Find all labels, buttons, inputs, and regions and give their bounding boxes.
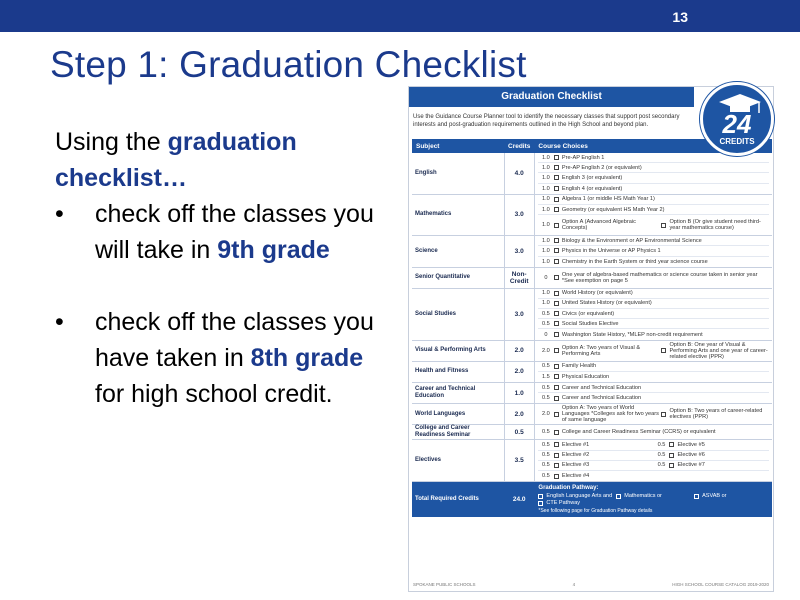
choice-label: Algebra 1 (or middle HS Math Year 1) (561, 196, 655, 203)
subject-cell: Social Studies (412, 288, 504, 340)
choice-label: College and Career Readiness Seminar (CCRS) or equivalent (561, 429, 716, 436)
choice-credit: 0.5 (657, 462, 666, 469)
badge-label: CREDITS (719, 137, 755, 146)
choice-label: Elective #2 (561, 452, 590, 459)
credits-cell: 2.0 (504, 361, 534, 382)
choice-credit: 1.0 (542, 258, 550, 265)
checkbox[interactable] (554, 275, 559, 280)
choice-label: Option B: Two years of career-related electives (PPR) (669, 408, 763, 421)
choice-credit: 0.5 (542, 462, 550, 469)
choice-label: Elective #5 (677, 441, 705, 448)
choice-credit: 1.0 (542, 185, 550, 192)
choice-credit: 2.0 (542, 347, 550, 354)
checkbox[interactable] (554, 291, 559, 296)
choice-credit: 0 (544, 331, 548, 338)
checklist-row (412, 288, 772, 340)
choice-credit: 1.5 (542, 373, 550, 380)
choice-credit: 0.5 (542, 441, 550, 448)
choice-row (538, 289, 769, 299)
pathway-cell (534, 482, 772, 518)
bullet-1-plain: check off the classes you will take in (95, 200, 374, 264)
graduation-checklist-document (408, 86, 774, 592)
choice-row (538, 246, 769, 256)
credits-cell: 0.5 (504, 425, 534, 440)
checklist-row (412, 383, 772, 404)
choice-label: Elective #1 (561, 441, 590, 448)
checkbox[interactable] (554, 186, 559, 191)
choices-cell (534, 194, 772, 235)
footer-right: HIGH SCHOOL COURSE CATALOG 2019-2020 (672, 582, 769, 587)
choice-credit: 0.5 (542, 452, 550, 459)
subject-cell: Mathematics (412, 194, 504, 235)
checklist-row (412, 236, 772, 268)
checkbox[interactable] (554, 175, 559, 180)
subject-cell: World Languages (412, 404, 504, 425)
choice-row (538, 268, 769, 288)
subject-cell: Health and Fitness (412, 361, 504, 382)
checklist-row (412, 361, 772, 382)
checkbox[interactable] (554, 412, 559, 417)
top-bar (0, 0, 800, 32)
choice-row (538, 257, 769, 267)
choice-credit: 0.5 (657, 452, 666, 459)
subject-cell: Visual & Performing Arts (412, 340, 504, 361)
checkbox[interactable] (554, 364, 559, 369)
choice-label: Chemistry in the Earth System or third year science course (561, 258, 708, 265)
choice-label: Career and Technical Education (561, 395, 642, 402)
choice-credit: 1.0 (542, 247, 550, 254)
choices-cell (534, 267, 772, 288)
checkbox[interactable] (661, 223, 666, 228)
choices-cell (534, 153, 772, 194)
choice-label: Physical Education (561, 373, 610, 380)
pathway-option: English Language Arts and (546, 493, 613, 500)
checkbox[interactable] (554, 248, 559, 253)
choice-label: One year of algebra-based mathematics or science course taken in senior year *See exemption on page 5 (561, 271, 758, 284)
checkbox[interactable] (554, 453, 559, 458)
choice-credit: 0.5 (542, 473, 550, 480)
checkbox[interactable] (661, 412, 666, 417)
checklist-row (412, 425, 772, 440)
slide-body (55, 124, 375, 412)
credits-cell: 3.0 (504, 194, 534, 235)
choice-row (538, 427, 769, 437)
choice-credit: 0.5 (542, 320, 550, 327)
choice-credit: 1.0 (542, 300, 550, 307)
total-row (412, 482, 772, 518)
checkbox[interactable] (554, 385, 559, 390)
choice-label: Elective #4 (561, 473, 590, 480)
bullet-2-tail: for high school credit. (95, 380, 333, 408)
header-credits: Credits (504, 139, 534, 153)
pathway-option: Mathematics or (624, 493, 662, 500)
choice-credit: 0.5 (542, 429, 550, 436)
checkbox[interactable] (554, 442, 559, 447)
checkbox[interactable] (554, 332, 559, 337)
choice-credit: 0.5 (542, 310, 550, 317)
choice-label: Elective #6 (677, 452, 705, 459)
choice-label: Elective #7 (677, 462, 705, 469)
choices-cell (534, 340, 772, 361)
choices-cell (534, 288, 772, 340)
choice-credit: 0.5 (542, 384, 550, 391)
subject-cell: Science (412, 236, 504, 268)
checklist-table (412, 139, 772, 517)
bullet-2-highlight: 8th grade (250, 344, 364, 372)
checkbox[interactable] (554, 197, 559, 202)
bullet-item-1 (55, 196, 375, 268)
bullet-dot: • (55, 200, 64, 228)
choice-row (538, 461, 769, 471)
slide-title: Step 1: Graduation Checklist (50, 44, 527, 85)
choice-credit: 1.0 (542, 206, 550, 213)
choice-label: Elective #3 (561, 462, 590, 469)
choice-credit: 1.0 (542, 237, 550, 244)
total-label: Total Required Credits (412, 482, 504, 518)
choice-row (538, 471, 769, 481)
choice-label: English 4 (or equivalent) (561, 185, 623, 192)
choice-label: World History (or equivalent) (561, 290, 633, 297)
choice-row (538, 236, 769, 246)
choice-credit: 0.5 (542, 363, 550, 370)
header-subject: Subject (412, 139, 504, 153)
credits-cell: 2.0 (504, 340, 534, 361)
footer-center: 4 (572, 582, 576, 587)
choice-row (538, 329, 769, 339)
choice-row (538, 393, 769, 403)
choice-credit: 1.0 (542, 164, 550, 171)
choice-row (538, 372, 769, 382)
choice-label: Option A (Advanced Algebraic Concepts) (561, 219, 636, 232)
pathway-options (538, 493, 768, 506)
choice-label: Civics (or equivalent) (561, 310, 615, 317)
bullet-dot: • (55, 308, 64, 336)
checklist-row (412, 194, 772, 235)
checkbox[interactable] (538, 494, 543, 499)
credits-cell: 4.0 (504, 153, 534, 194)
credits-cell: 2.0 (504, 404, 534, 425)
subject-cell: English (412, 153, 504, 194)
checkbox[interactable] (554, 223, 559, 228)
choice-label: Social Studies Elective (561, 320, 619, 327)
checklist-intro: Use the Guidance Course Planner tool to identify the necessary classes that support post secondary interests and post-graduation requirements outlined in the High School and beyond plan. (413, 114, 680, 128)
choice-row (538, 451, 769, 461)
subject-cell: Career and Technical Education (412, 383, 504, 404)
choice-row (538, 404, 769, 424)
checkbox[interactable] (554, 348, 559, 353)
choice-row (538, 215, 769, 235)
checkbox[interactable] (616, 494, 621, 499)
choice-row (538, 362, 769, 372)
subject-cell: College and Career Readiness Seminar (412, 425, 504, 440)
document-footer (413, 582, 769, 587)
intro-highlight: graduation checklist… (55, 128, 297, 192)
pathway-title: Graduation Pathway: (538, 485, 599, 492)
subject-cell: Senior Quantitative (412, 267, 504, 288)
checklist-title: Graduation Checklist (409, 87, 694, 107)
choice-label: Geometry (or equivalent HS Math Year 2) (561, 206, 665, 213)
checkbox[interactable] (554, 301, 559, 306)
checkbox[interactable] (554, 238, 559, 243)
checkbox[interactable] (669, 463, 674, 468)
checklist-row (412, 440, 772, 482)
intro-plain: Using the (55, 128, 168, 156)
choices-cell (534, 404, 772, 425)
checklist-row (412, 153, 772, 194)
bullet-item-2 (55, 304, 375, 412)
checkbox[interactable] (554, 321, 559, 326)
choice-label: Washington State History, *MLEP non-credit requirement (561, 331, 703, 338)
checkbox[interactable] (554, 259, 559, 264)
choice-credit: 2.0 (542, 411, 550, 418)
pathway-note: *See following page for Graduation Pathway details (538, 508, 653, 515)
checkbox[interactable] (661, 348, 666, 353)
choice-label: Career and Technical Education (561, 384, 642, 391)
choice-label: Physics in the Universe or AP Physics 1 (561, 247, 661, 254)
choice-row (538, 163, 769, 173)
checkbox[interactable] (669, 442, 674, 447)
total-credits: 24.0 (504, 482, 534, 518)
choice-label: Pre-AP English 2 (or equivalent) (561, 164, 642, 171)
choices-cell (534, 236, 772, 268)
bullet-2-plain: check off the classes you have taken in (95, 308, 374, 372)
checkbox[interactable] (554, 374, 559, 379)
checklist-row (412, 340, 772, 361)
choice-credit: 1.0 (542, 222, 550, 229)
checkbox[interactable] (554, 311, 559, 316)
checkbox[interactable] (554, 165, 559, 170)
choice-row (538, 173, 769, 183)
credits-cell: 1.0 (504, 383, 534, 404)
bullet-1-highlight: 9th grade (217, 236, 330, 264)
pathway-option: ASVAB or (702, 493, 727, 500)
subject-cell: Electives (412, 440, 504, 482)
choice-credit: 1.0 (542, 174, 550, 181)
credits-cell: 3.5 (504, 440, 534, 482)
choice-label: United States History (or equivalent) (561, 300, 652, 307)
checkbox[interactable] (669, 453, 674, 458)
choice-credit: 1.0 (542, 290, 550, 297)
choices-cell (534, 425, 772, 440)
checkbox[interactable] (538, 501, 543, 506)
pathway-option: CTE Pathway (546, 500, 581, 507)
choice-credit: 0.5 (657, 441, 666, 448)
page-number: 13 (672, 9, 688, 25)
choice-row (538, 319, 769, 329)
checklist-row (412, 267, 772, 288)
footer-left: SPOKANE PUBLIC SCHOOLS (413, 582, 476, 587)
choice-label: Biology & the Environment or AP Environmental Science (561, 237, 702, 244)
choice-label: Option A: Two years of Visual & Performing Arts (561, 344, 641, 357)
checkbox[interactable] (694, 494, 699, 499)
checkbox[interactable] (554, 474, 559, 479)
checklist-row (412, 404, 772, 425)
choice-label: Family Health (561, 363, 597, 370)
checkbox[interactable] (554, 207, 559, 212)
choice-label: Pre-AP English 1 (561, 154, 605, 161)
checkbox[interactable] (554, 155, 559, 160)
choices-cell (534, 440, 772, 482)
credits-badge (700, 82, 774, 156)
choice-credit: 0.5 (542, 395, 550, 402)
header-choices: Course Choices (534, 139, 772, 153)
credits-cell: 3.0 (504, 236, 534, 268)
checkbox[interactable] (554, 430, 559, 435)
choice-row (538, 309, 769, 319)
credits-cell: 3.0 (504, 288, 534, 340)
choice-row (538, 440, 769, 450)
choices-cell (534, 383, 772, 404)
choice-row (538, 341, 769, 361)
checkbox[interactable] (554, 396, 559, 401)
checkbox[interactable] (554, 463, 559, 468)
choice-row (538, 195, 769, 205)
choice-label: Option A: Two years of World Languages *Colleges ask for two years of same language (561, 405, 659, 424)
choice-label: Option B: One year of Visual & Performing Arts and one year of career-related elective (PPR) (669, 341, 768, 360)
choice-row (538, 184, 769, 194)
choices-cell (534, 361, 772, 382)
intro-text (55, 124, 375, 196)
choice-label: Option B (Or give student need third-year mathematics course) (669, 219, 761, 232)
badge-number: 24 (722, 109, 752, 139)
choice-row (538, 383, 769, 393)
credits-cell: Non-Credit (504, 267, 534, 288)
choice-row (538, 205, 769, 215)
choice-label: English 3 (or equivalent) (561, 174, 623, 181)
choice-credit: 1.0 (542, 154, 550, 161)
choice-credit: 0 (544, 274, 548, 281)
choice-credit: 1.0 (542, 196, 550, 203)
choice-row (538, 299, 769, 309)
